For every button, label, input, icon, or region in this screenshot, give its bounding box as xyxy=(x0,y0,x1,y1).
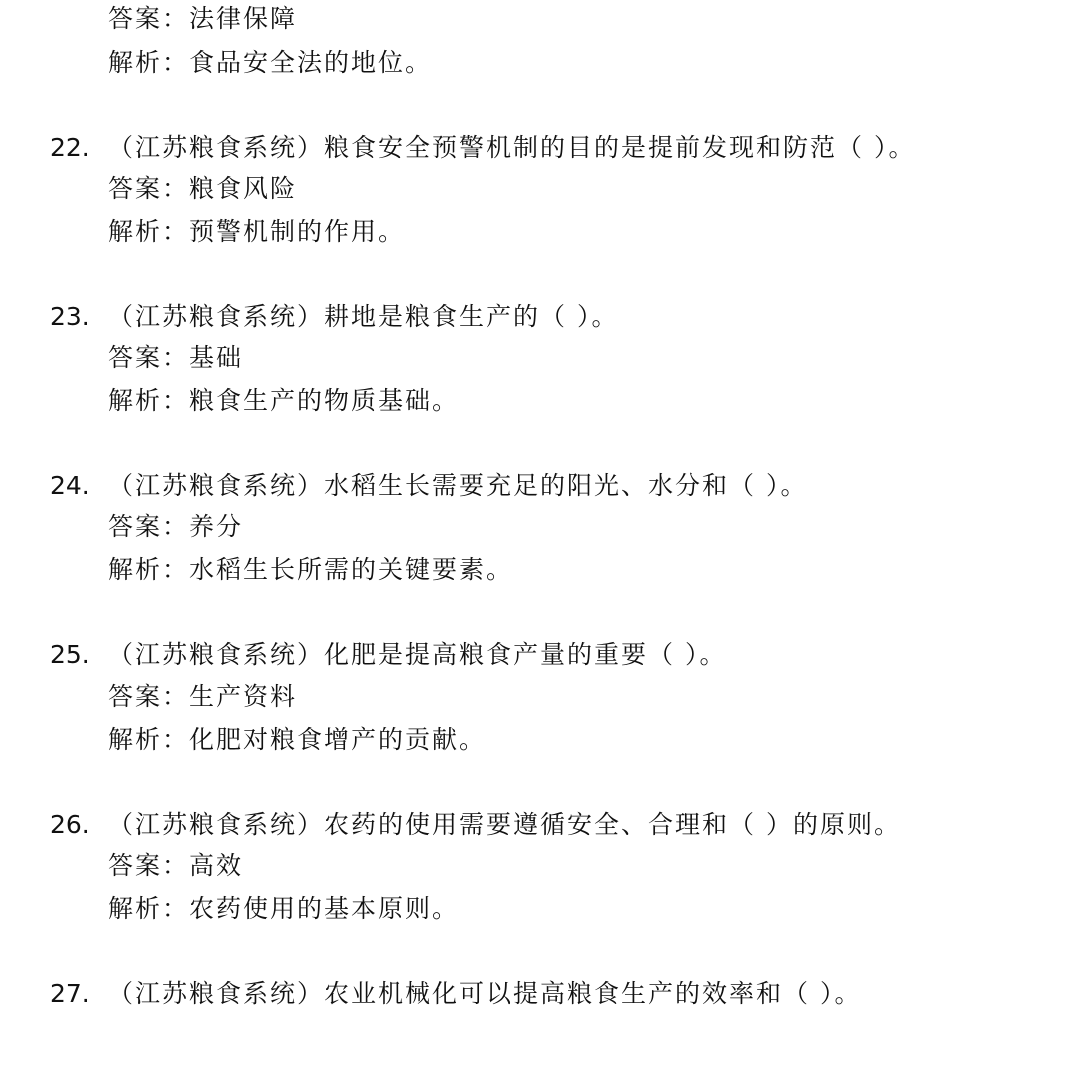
question-number: 25. xyxy=(50,640,90,669)
analysis-26: 解析：农药使用的基本原则。 xyxy=(108,894,460,923)
answer-24: 答案：养分 xyxy=(108,512,244,541)
question-text: （江苏粮食系统）水稻生长需要充足的阳光、水分和（ ）。 xyxy=(108,471,808,500)
question-number: 26. xyxy=(50,810,90,839)
answer-26: 答案：高效 xyxy=(108,851,244,880)
prev-analysis: 解析：食品安全法的地位。 xyxy=(108,48,433,77)
question-number: 22. xyxy=(50,133,90,162)
answer-25: 答案：生产资料 xyxy=(108,682,298,711)
analysis-22: 解析：预警机制的作用。 xyxy=(108,217,406,246)
question-number: 23. xyxy=(50,302,90,331)
analysis-24: 解析：水稻生长所需的关键要素。 xyxy=(108,555,514,584)
analysis-23: 解析：粮食生产的物质基础。 xyxy=(108,386,460,415)
answer-23: 答案：基础 xyxy=(108,343,244,372)
question-number: 24. xyxy=(50,471,90,500)
question-text: （江苏粮食系统）化肥是提高粮食产量的重要（ ）。 xyxy=(108,640,727,669)
prev-answer: 答案：法律保障 xyxy=(108,4,298,33)
question-text: （江苏粮食系统）农业机械化可以提高粮食生产的效率和（ ）。 xyxy=(108,979,862,1008)
question-text: （江苏粮食系统）耕地是粮食生产的（ ）。 xyxy=(108,302,619,331)
question-text: （江苏粮食系统）农药的使用需要遵循安全、合理和（ ）的原则。 xyxy=(108,810,901,839)
question-number: 27. xyxy=(50,979,90,1008)
question-text: （江苏粮食系统）粮食安全预警机制的目的是提前发现和防范（ ）。 xyxy=(108,133,916,162)
analysis-25: 解析：化肥对粮食增产的贡献。 xyxy=(108,725,487,754)
answer-22: 答案：粮食风险 xyxy=(108,174,298,203)
